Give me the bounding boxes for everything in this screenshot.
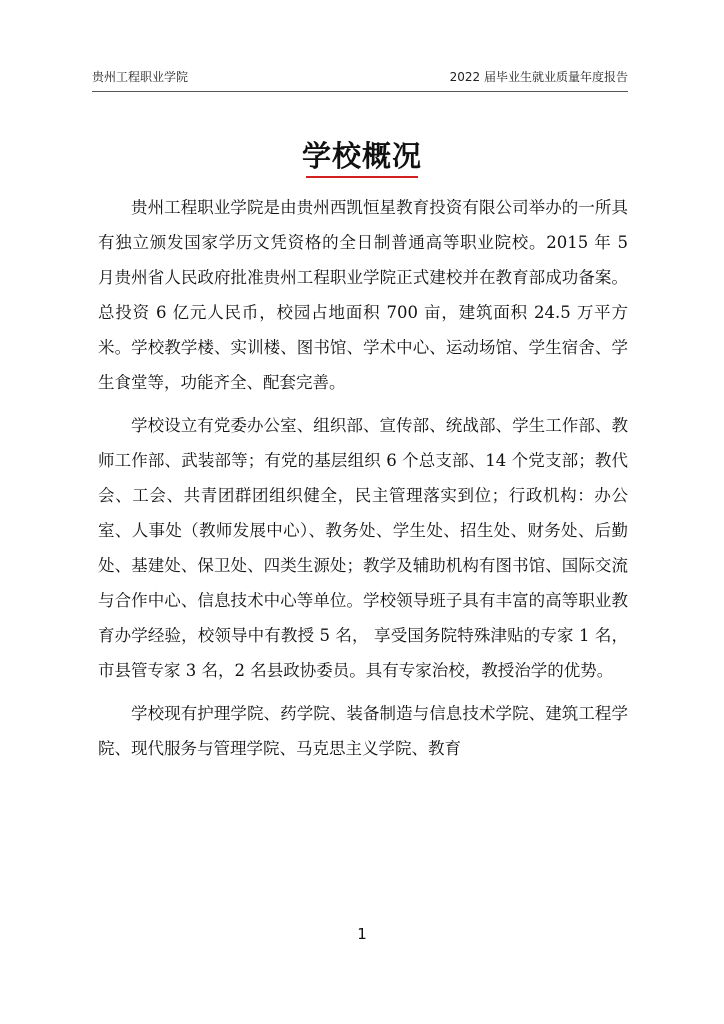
page-number: 1 bbox=[357, 925, 367, 943]
header-report-title: 2022 届毕业生就业质量年度报告 bbox=[449, 70, 628, 84]
page-title: 学校概况 bbox=[301, 139, 422, 173]
page-header bbox=[92, 68, 628, 88]
title-underline bbox=[306, 176, 418, 178]
paragraph-overview: 贵州工程职业学院是由贵州西凯恒星教育投资有限公司举办的一所具有独立颁发国家学历文凭资格的全日制普通高等职业院校。2015 年 5 月贵州省人民政府批准贵州工程职业学院正式建校并在教育部成功备案。总投资 6 亿元人民币，校园占地面积 700 亩，建筑面积 24.5 万平方米。学校教学楼、实训楼、图书馆、学术中心、运动场馆、学生宿舍、学生食堂等，功能齐全、配套完善。 bbox=[98, 198, 628, 392]
paragraph-colleges: 学校现有护理学院、药学院、装备制造与信息技术学院、建筑工程学院、现代服务与管理学院、马克思主义学院、教育 bbox=[98, 704, 628, 758]
header-school-name: 贵州工程职业学院 bbox=[92, 70, 189, 84]
paragraph-organization: 学校设立有党委办公室、组织部、宣传部、统战部、学生工作部、教师工作部、武装部等；有党的基层组织 6 个总支部、14 个党支部；教代会、工会、共青团群团组织健全，民主管理落实到位；行政机构：办公室、人事处（教师发展中心）、教务处、学生处、招生处、财务处、后勤处、基建处、保卫处、四类生源处；教学及辅助机构有图书馆、国际交流与合作中心、信息技术中心等单位。学校领导班子具有丰富的高等职业教育办学经验，校领导中有教授 5 名， 享受国务院特殊津贴的专家 1 名，市县管专家 3 名，2 名县政协委员。具有专家治校，教授治学的优势。 bbox=[98, 416, 628, 680]
body-text bbox=[98, 190, 628, 774]
header-divider bbox=[92, 91, 628, 92]
title-block bbox=[0, 136, 724, 178]
